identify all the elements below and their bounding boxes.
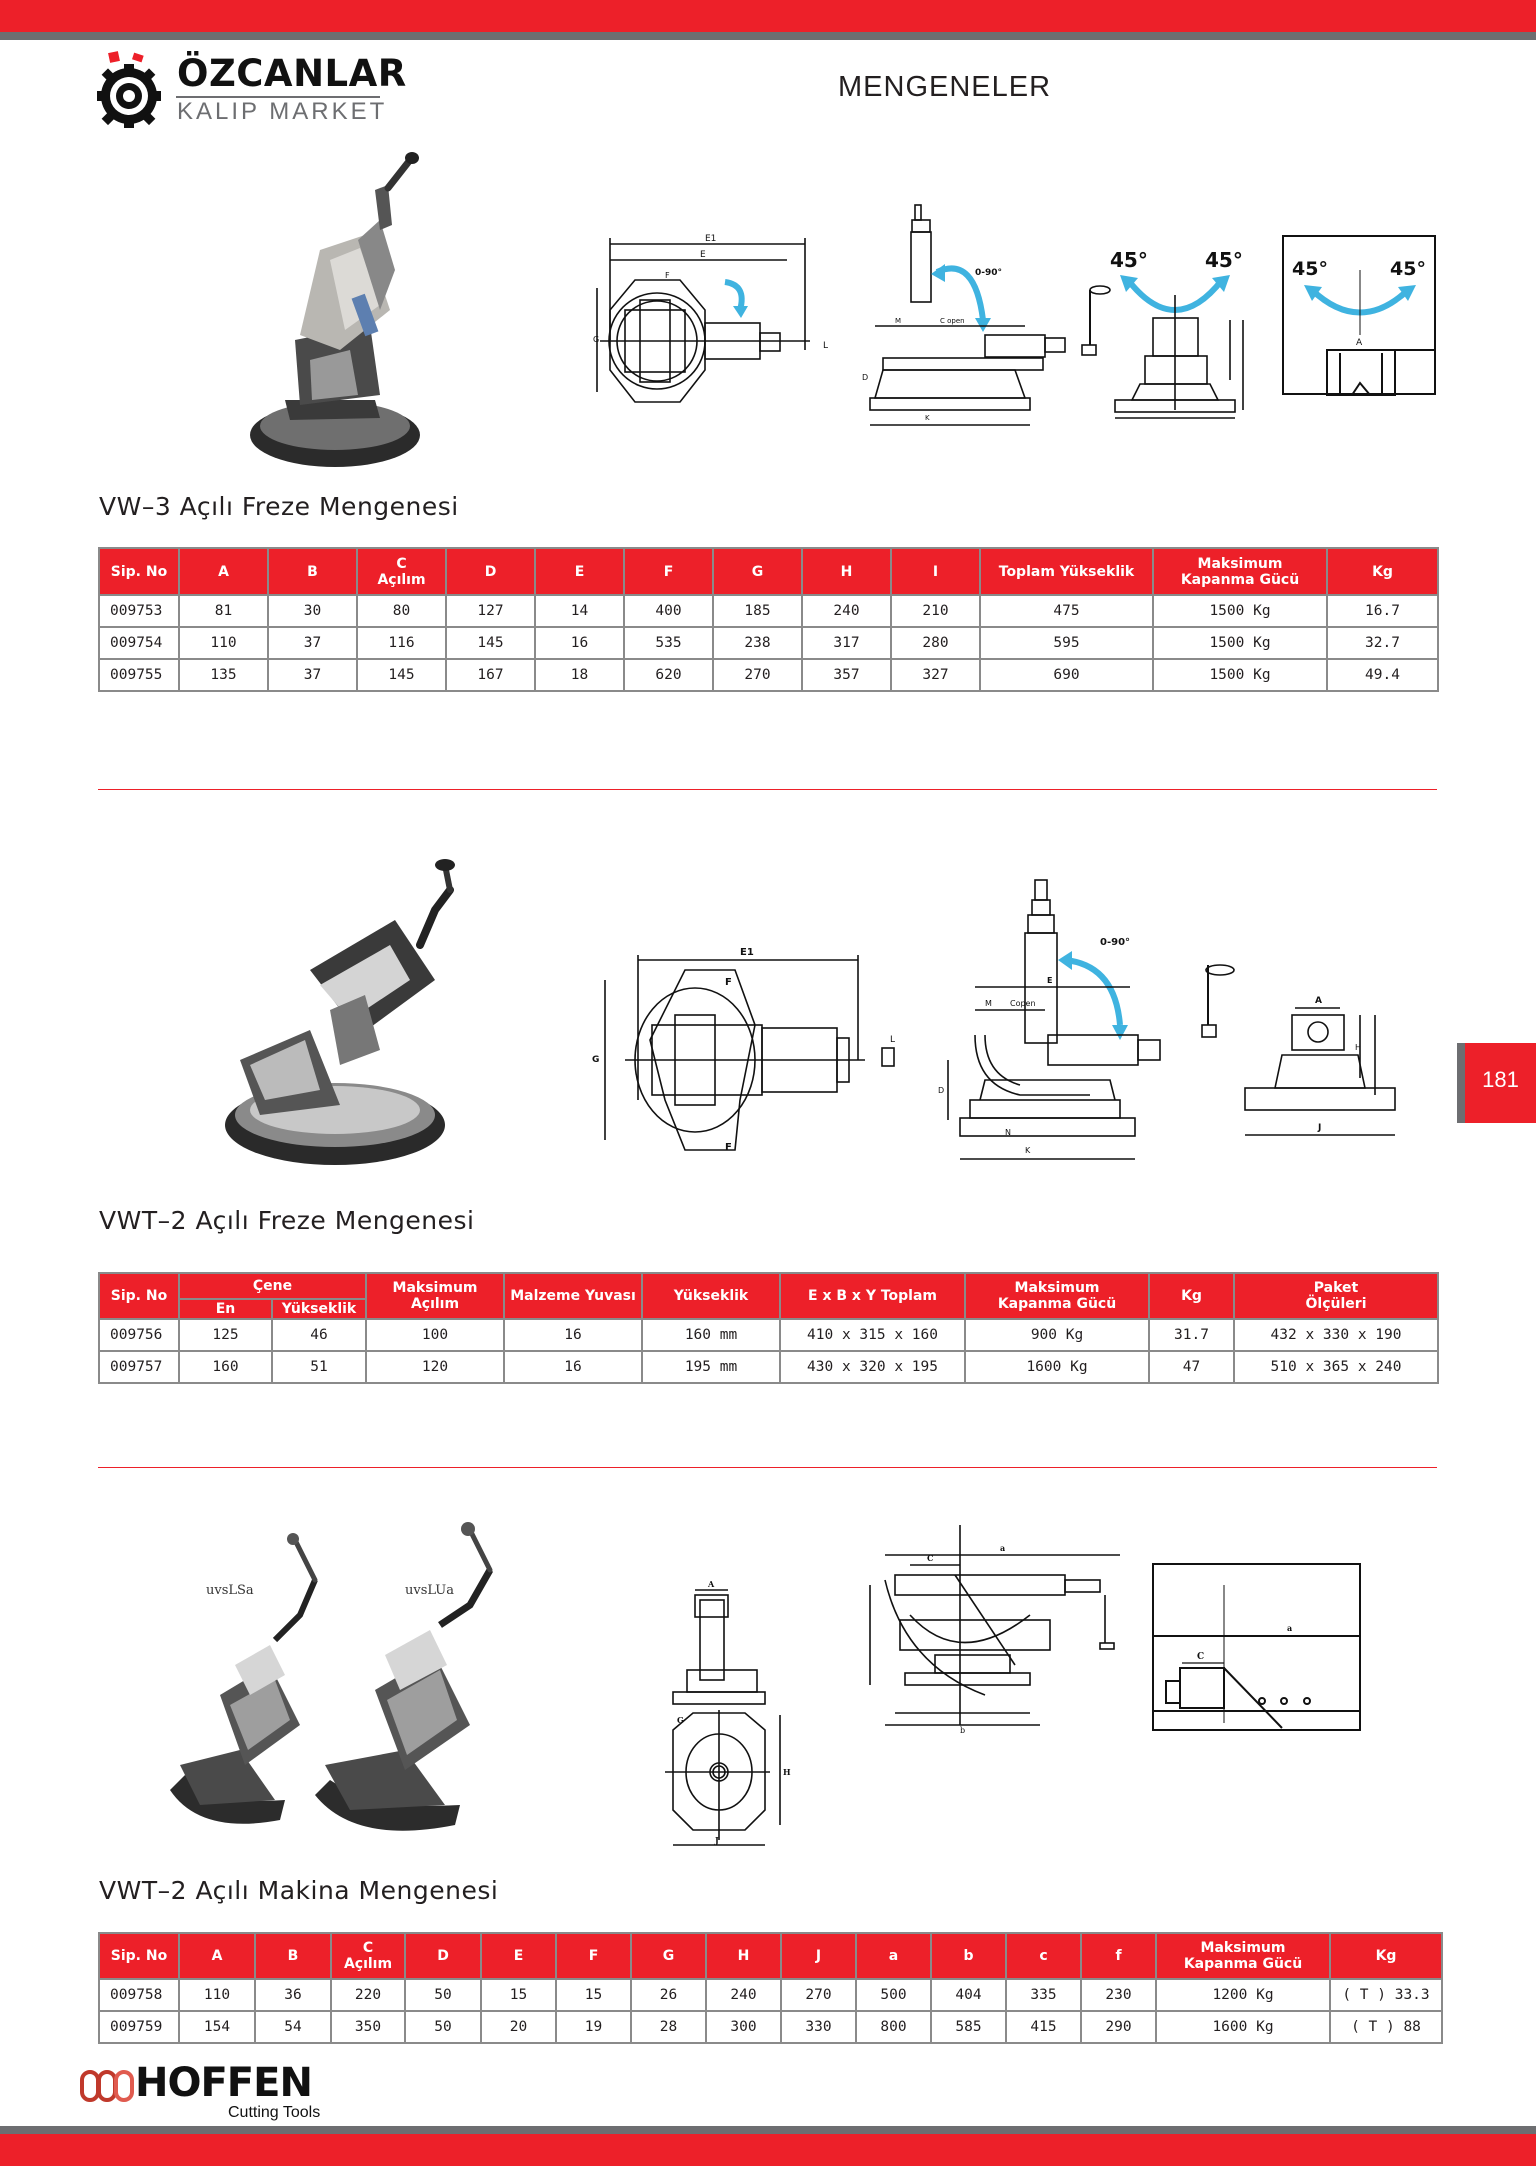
table-cell: 46 — [272, 1319, 366, 1351]
page-title: MENGENELER — [838, 71, 1052, 103]
col-header: H — [706, 1933, 781, 1979]
svg-text:E: E — [700, 250, 706, 260]
hoffen-rings-icon — [80, 2068, 136, 2108]
table-cell: 80 — [357, 595, 446, 627]
order-number-cell: 009754 — [99, 627, 179, 659]
col-header: b — [931, 1933, 1006, 1979]
svg-text:F: F — [665, 271, 670, 280]
col-header: E — [535, 548, 624, 595]
table-cell: 270 — [781, 1979, 856, 2011]
table-header-row — [99, 1933, 1442, 1979]
col-group-header-cene: Çene — [179, 1273, 366, 1299]
svg-text:E1: E1 — [705, 234, 717, 244]
vw3-vise-photo — [240, 150, 430, 480]
table-cell: 50 — [405, 2011, 481, 2043]
vw3-detail-box-drawing — [1282, 235, 1437, 395]
footer-brand-subtitle: Cutting Tools — [228, 2104, 321, 2121]
order-number-cell: 009759 — [99, 2011, 179, 2043]
table-cell: ( T ) 88 — [1330, 2011, 1442, 2043]
table-cell: 300 — [706, 2011, 781, 2043]
section-title-vw3: VW–3 Açılı Freze Mengenesi — [99, 492, 459, 521]
section-divider — [98, 1467, 1437, 1468]
table-cell: 357 — [802, 659, 891, 691]
table-cell: 127 — [446, 595, 535, 627]
svg-text:A: A — [708, 1579, 715, 1589]
col-header: Maksimum Kapanma Gücü — [1153, 548, 1327, 595]
col-header: Malzeme Yuvası — [504, 1273, 642, 1319]
table-cell: 135 — [179, 659, 268, 691]
table-cell: 195 mm — [642, 1351, 780, 1383]
svg-text:D: D — [862, 373, 869, 382]
table-row — [99, 2011, 1442, 2043]
table-cell: 210 — [891, 595, 980, 627]
col-header: C Açılım — [331, 1933, 405, 1979]
vwt2-front-view-drawing — [1190, 960, 1390, 1150]
table-cell: 125 — [179, 1319, 272, 1351]
svg-text:A: A — [1315, 996, 1322, 1006]
svg-text:N: N — [1005, 1128, 1011, 1137]
svg-text:K: K — [1025, 1146, 1031, 1155]
table-cell: 410 x 315 x 160 — [780, 1319, 965, 1351]
svg-text:K: K — [925, 414, 930, 422]
table-cell: 81 — [179, 595, 268, 627]
vwt2-makina-front-top-drawing — [665, 1575, 800, 1850]
col-header: E — [481, 1933, 556, 1979]
svg-text:45°: 45° — [1390, 258, 1426, 280]
vwt2-makina-vise-photo-2 — [305, 1525, 535, 1845]
svg-text:M: M — [985, 999, 992, 1008]
table-cell: 145 — [446, 627, 535, 659]
table-cell: 16 — [535, 627, 624, 659]
col-header: A — [179, 548, 268, 595]
vwt2-side-view-drawing — [940, 875, 1190, 1165]
gear-icon — [95, 48, 173, 138]
col-subheader-yukseklik: Yükseklik — [272, 1299, 366, 1319]
top-gray-bar — [0, 32, 1536, 40]
table-cell: 32.7 — [1327, 627, 1438, 659]
vw3-top-view-drawing — [595, 230, 855, 420]
svg-text:G: G — [677, 1715, 684, 1725]
col-header: J — [781, 1933, 856, 1979]
top-red-bar — [0, 0, 1536, 32]
col-header: Kg — [1327, 548, 1438, 595]
ozcanlar-logo — [95, 48, 425, 138]
col-header: Paket Ölçüleri — [1234, 1273, 1438, 1319]
table-cell: 900 Kg — [965, 1319, 1149, 1351]
page-number-tab — [1457, 1043, 1536, 1123]
table-cell: 16 — [504, 1319, 642, 1351]
svg-text:a: a — [1287, 1623, 1293, 1633]
col-header: B — [268, 548, 357, 595]
table-cell: 26 — [631, 1979, 706, 2011]
table-cell: 1600 Kg — [1156, 2011, 1330, 2043]
svg-text:b: b — [960, 1726, 966, 1735]
table-header-row — [99, 548, 1438, 595]
table-cell: ( T ) 33.3 — [1330, 1979, 1442, 2011]
order-number-cell: 009755 — [99, 659, 179, 691]
table-cell: 317 — [802, 627, 891, 659]
col-header: Maksimum Kapanma Gücü — [1156, 1933, 1330, 1979]
table-cell: 595 — [980, 627, 1153, 659]
col-header: D — [446, 548, 535, 595]
table-cell: 16 — [504, 1351, 642, 1383]
hoffen-logo — [80, 2062, 340, 2124]
svg-text:45°: 45° — [1205, 248, 1243, 272]
table-cell: 475 — [980, 595, 1153, 627]
brand-subtitle: KALIP MARKET — [177, 98, 388, 125]
col-header: C Açılım — [357, 548, 446, 595]
vwt2-freze-spec-table — [98, 1272, 1439, 1384]
table-cell: 49.4 — [1327, 659, 1438, 691]
svg-text:C open: C open — [940, 317, 965, 325]
order-number-cell: 009757 — [99, 1351, 179, 1383]
svg-text:H: H — [1355, 1043, 1362, 1052]
col-header: H — [802, 548, 891, 595]
vwt2-makina-side-drawing — [865, 1525, 1155, 1755]
col-header: Yükseklik — [642, 1273, 780, 1319]
table-cell: 160 — [179, 1351, 272, 1383]
table-cell: 432 x 330 x 190 — [1234, 1319, 1438, 1351]
table-cell: 280 — [891, 627, 980, 659]
section-title-vwt2-makina: VWT–2 Açılı Makina Mengenesi — [99, 1876, 499, 1905]
col-header: B — [255, 1933, 331, 1979]
table-cell: 28 — [631, 2011, 706, 2043]
table-cell: 1200 Kg — [1156, 1979, 1330, 2011]
col-header: F — [624, 548, 713, 595]
svg-text:L: L — [890, 1035, 896, 1045]
col-header: Toplam Yükseklik — [980, 548, 1153, 595]
table-cell: 51 — [272, 1351, 366, 1383]
svg-text:J: J — [1318, 1123, 1322, 1133]
table-cell: 37 — [268, 627, 357, 659]
footer-brand-name: HOFFEN — [135, 2060, 312, 2106]
table-cell: 335 — [1006, 1979, 1081, 2011]
table-cell: 160 mm — [642, 1319, 780, 1351]
col-header: Kg — [1149, 1273, 1234, 1319]
table-cell: 800 — [856, 2011, 931, 2043]
table-cell: 110 — [179, 627, 268, 659]
vw3-side-view-drawing — [862, 200, 1075, 430]
svg-text:45°: 45° — [1110, 248, 1148, 272]
vwt2-makina-detail-box-drawing — [1152, 1563, 1362, 1733]
table-cell: 430 x 320 x 195 — [780, 1351, 965, 1383]
table-header-row — [99, 1273, 1438, 1299]
svg-text:45°: 45° — [1292, 258, 1328, 280]
page-number: 181 — [1482, 1067, 1519, 1092]
svg-text:E: E — [1047, 976, 1053, 985]
section-divider — [98, 789, 1437, 790]
table-cell: 50 — [405, 1979, 481, 2011]
col-header: E x B x Y Toplam — [780, 1273, 965, 1319]
col-header: Kg — [1330, 1933, 1442, 1979]
svg-text:F: F — [725, 977, 732, 988]
order-number-cell: 009753 — [99, 595, 179, 627]
vwt2-makina-spec-table — [98, 1932, 1443, 2044]
table-row — [99, 1979, 1442, 2011]
table-cell: 415 — [1006, 2011, 1081, 2043]
col-header: Sip. No — [99, 1933, 179, 1979]
svg-text:C: C — [927, 1553, 934, 1563]
table-cell: 327 — [891, 659, 980, 691]
col-header: Sip. No — [99, 548, 179, 595]
svg-text:0-90°: 0-90° — [975, 268, 1003, 278]
bottom-gray-bar — [0, 2126, 1536, 2134]
vwt2-freze-vise-photo — [220, 860, 470, 1180]
image-label: uvsLSa — [206, 1583, 254, 1598]
image-label: uvsLUa — [405, 1583, 455, 1598]
table-row — [99, 659, 1438, 691]
table-cell: 145 — [357, 659, 446, 691]
table-cell: 690 — [980, 659, 1153, 691]
table-cell: 30 — [268, 595, 357, 627]
table-cell: 238 — [713, 627, 802, 659]
table-cell: 240 — [706, 1979, 781, 2011]
table-cell: 230 — [1081, 1979, 1156, 2011]
svg-text:G: G — [592, 1055, 600, 1065]
svg-text:C: C — [1197, 1652, 1205, 1662]
table-cell: 510 x 365 x 240 — [1234, 1351, 1438, 1383]
table-cell: 1500 Kg — [1153, 627, 1327, 659]
table-row — [99, 1319, 1438, 1351]
table-cell: 31.7 — [1149, 1319, 1234, 1351]
col-subheader-en: En — [179, 1299, 272, 1319]
table-cell: 54 — [255, 2011, 331, 2043]
table-cell: 120 — [366, 1351, 504, 1383]
table-cell: 290 — [1081, 2011, 1156, 2043]
table-row — [99, 1351, 1438, 1383]
table-cell: 167 — [446, 659, 535, 691]
svg-text:E1: E1 — [740, 947, 754, 958]
svg-text:a: a — [1000, 1543, 1006, 1553]
vw3-spec-table — [98, 547, 1439, 692]
table-cell: 220 — [331, 1979, 405, 2011]
table-cell: 110 — [179, 1979, 255, 2011]
table-row — [99, 627, 1438, 659]
svg-text:G: G — [593, 335, 600, 344]
svg-text:Copen: Copen — [1010, 999, 1036, 1008]
table-cell: 1500 Kg — [1153, 659, 1327, 691]
col-header: G — [713, 548, 802, 595]
bottom-red-bar — [0, 2134, 1536, 2166]
svg-text:J: J — [715, 1835, 719, 1845]
col-header: Sip. No — [99, 1273, 179, 1319]
table-cell: 100 — [366, 1319, 504, 1351]
col-header: c — [1006, 1933, 1081, 1979]
table-cell: 116 — [357, 627, 446, 659]
table-cell: 400 — [624, 595, 713, 627]
table-cell: 620 — [624, 659, 713, 691]
table-cell: 240 — [802, 595, 891, 627]
svg-text:H: H — [783, 1767, 791, 1777]
vwt2-top-view-drawing — [590, 940, 930, 1153]
table-cell: 15 — [481, 1979, 556, 2011]
col-header: f — [1081, 1933, 1156, 1979]
table-cell: 37 — [268, 659, 357, 691]
order-number-cell: 009758 — [99, 1979, 179, 2011]
svg-text:F: F — [725, 1142, 732, 1153]
table-cell: 20 — [481, 2011, 556, 2043]
table-cell: 1600 Kg — [965, 1351, 1149, 1383]
table-cell: 1500 Kg — [1153, 595, 1327, 627]
table-cell: 18 — [535, 659, 624, 691]
table-cell: 16.7 — [1327, 595, 1438, 627]
table-cell: 185 — [713, 595, 802, 627]
brand-name: ÖZCANLAR — [177, 52, 407, 95]
col-header: D — [405, 1933, 481, 1979]
table-cell: 585 — [931, 2011, 1006, 2043]
table-cell: 404 — [931, 1979, 1006, 2011]
col-header: F — [556, 1933, 631, 1979]
svg-text:A: A — [1356, 338, 1363, 348]
svg-text:D: D — [938, 1086, 945, 1095]
col-header: Maksimum Kapanma Gücü — [965, 1273, 1149, 1319]
table-cell: 270 — [713, 659, 802, 691]
col-header: Maksimum Açılım — [366, 1273, 504, 1319]
svg-text:L: L — [823, 341, 829, 351]
order-number-cell: 009756 — [99, 1319, 179, 1351]
table-cell: 36 — [255, 1979, 331, 2011]
svg-text:0-90°: 0-90° — [1100, 937, 1131, 948]
section-title-vwt2-freze: VWT–2 Açılı Freze Mengenesi — [99, 1206, 475, 1235]
svg-text:M: M — [895, 317, 902, 325]
col-header: I — [891, 548, 980, 595]
table-cell: 350 — [331, 2011, 405, 2043]
col-header: a — [856, 1933, 931, 1979]
table-cell: 500 — [856, 1979, 931, 2011]
table-cell: 15 — [556, 1979, 631, 2011]
table-cell: 47 — [1149, 1351, 1234, 1383]
col-header: A — [179, 1933, 255, 1979]
table-cell: 19 — [556, 2011, 631, 2043]
page-tab-edge — [1457, 1043, 1465, 1123]
table-cell: 14 — [535, 595, 624, 627]
vw3-front-view-drawing — [1080, 240, 1255, 420]
table-row — [99, 595, 1438, 627]
table-cell: 535 — [624, 627, 713, 659]
table-cell: 154 — [179, 2011, 255, 2043]
table-cell: 330 — [781, 2011, 856, 2043]
col-header: G — [631, 1933, 706, 1979]
